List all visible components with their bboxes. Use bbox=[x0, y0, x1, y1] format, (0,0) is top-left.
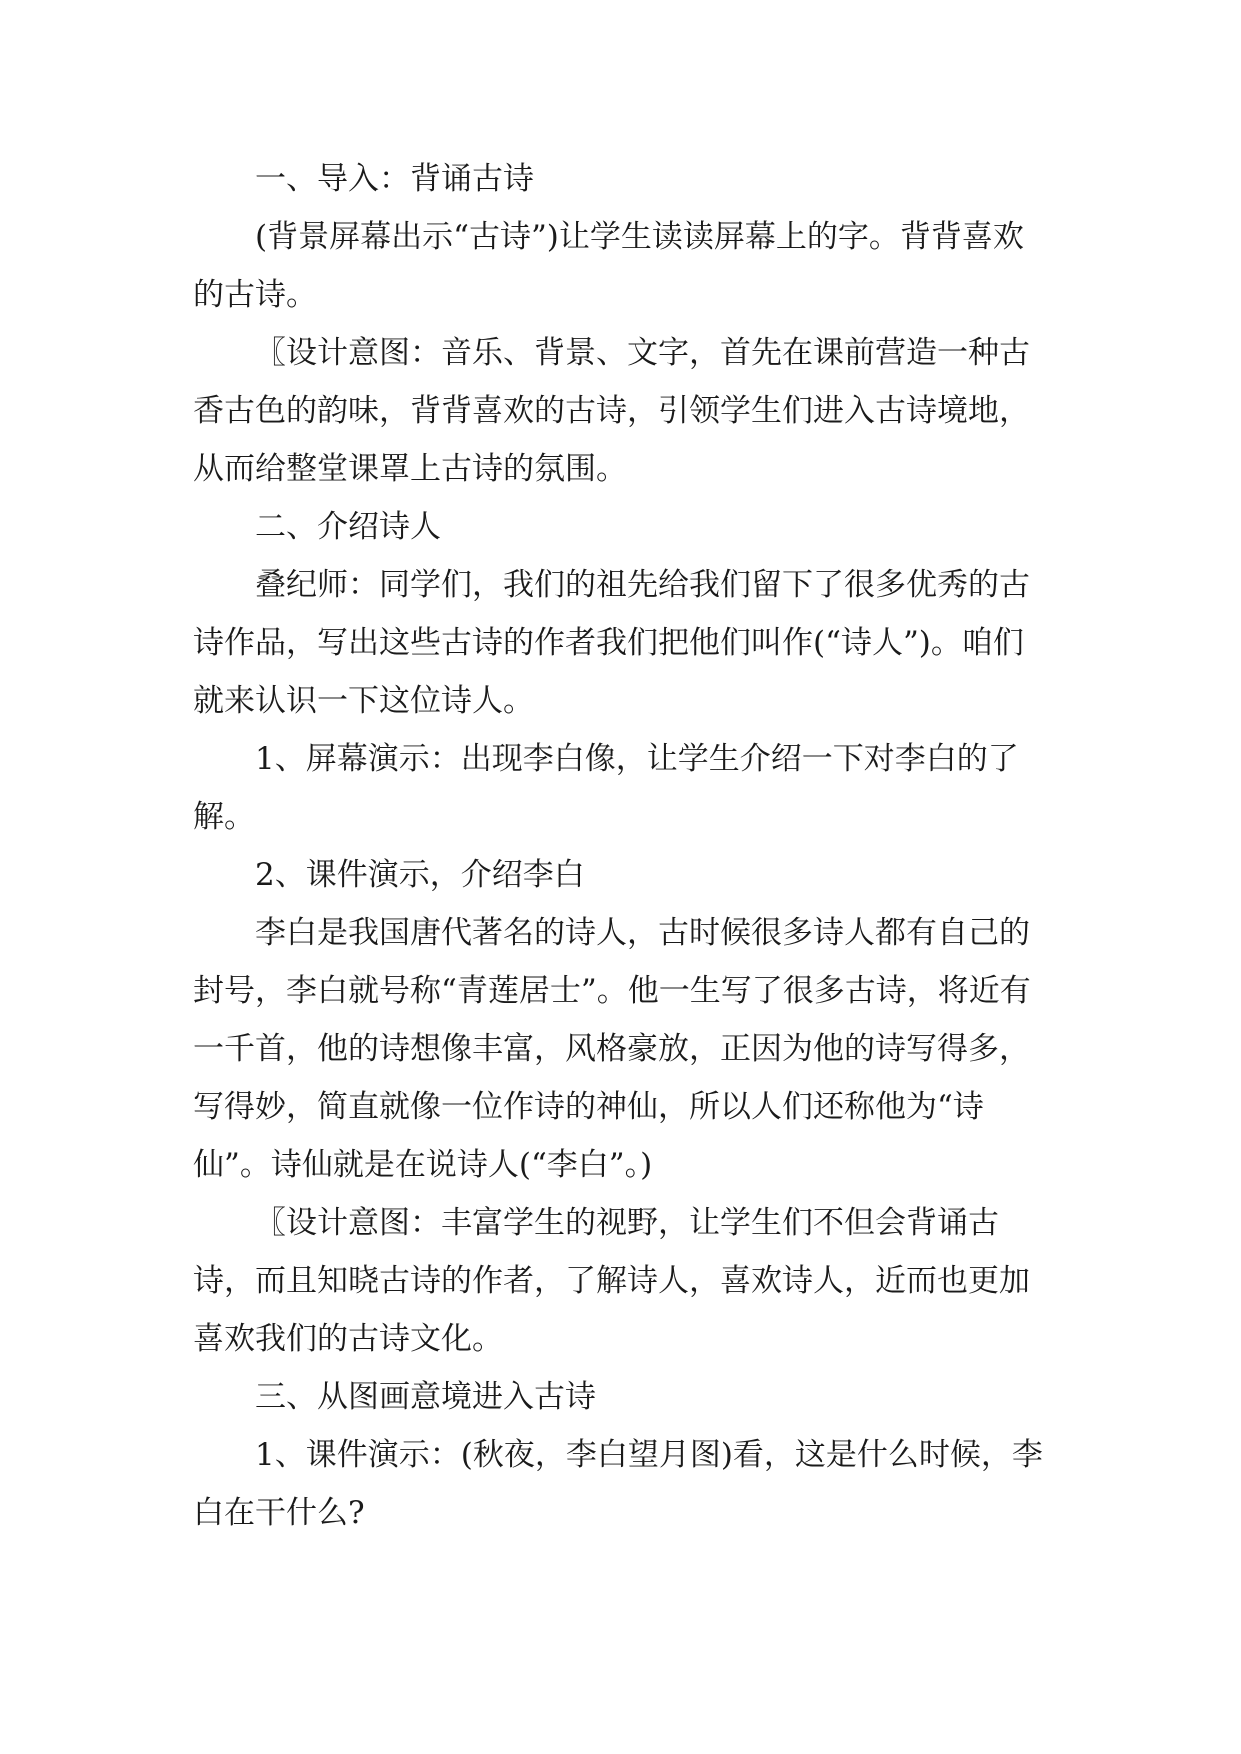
list-item: 2、课件演示，介绍李白 bbox=[255, 857, 585, 893]
section-heading-imagery: 三、从图画意境进入古诗 bbox=[255, 1379, 596, 1415]
section-heading-intro: 一、导入：背诵古诗 bbox=[255, 161, 534, 197]
design-intent-note: 〖设计意图：丰富学生的视野，让学生们不但会背诵古诗，而且知晓古诗的作者，了解诗人，喜欢诗人，近而也更加喜欢我们的古诗文化。 bbox=[193, 1205, 1030, 1357]
document-body bbox=[193, 150, 1049, 1542]
design-intent-note: 〖设计意图：音乐、背景、文字，首先在课前营造一种古香古色的韵味，背背喜欢的古诗，引领学生们进入古诗境地，从而给整堂课罩上古诗的氛围。 bbox=[193, 335, 1030, 487]
list-item: 1、课件演示：(秋夜，李白望月图)看，这是什么时候，李白在干什么? bbox=[193, 1437, 1043, 1531]
list-item: 1、屏幕演示：出现李白像，让学生介绍一下对李白的了解。 bbox=[193, 741, 1019, 835]
paragraph: (背景屏幕出示“古诗”)让学生读读屏幕上的字。背背喜欢的古诗。 bbox=[193, 219, 1024, 313]
paragraph: 叠纪师：同学们，我们的祖先给我们留下了很多优秀的古诗作品，写出这些古诗的作者我们把他们叫作(“诗人”)。咱们就来认识一下这位诗人。 bbox=[193, 567, 1030, 719]
paragraph: 李白是我国唐代著名的诗人，古时候很多诗人都有自己的封号，李白就号称“青莲居士”。他一生写了很多古诗，将近有一千首，他的诗想像丰富，风格豪放，正因为他的诗写得多，写得妙，简直就像一位作诗的神仙，所以人们还称他为“诗仙”。诗仙就是在说诗人(“李白”。) bbox=[193, 915, 1031, 1183]
section-heading-poet: 二、介绍诗人 bbox=[255, 509, 441, 545]
